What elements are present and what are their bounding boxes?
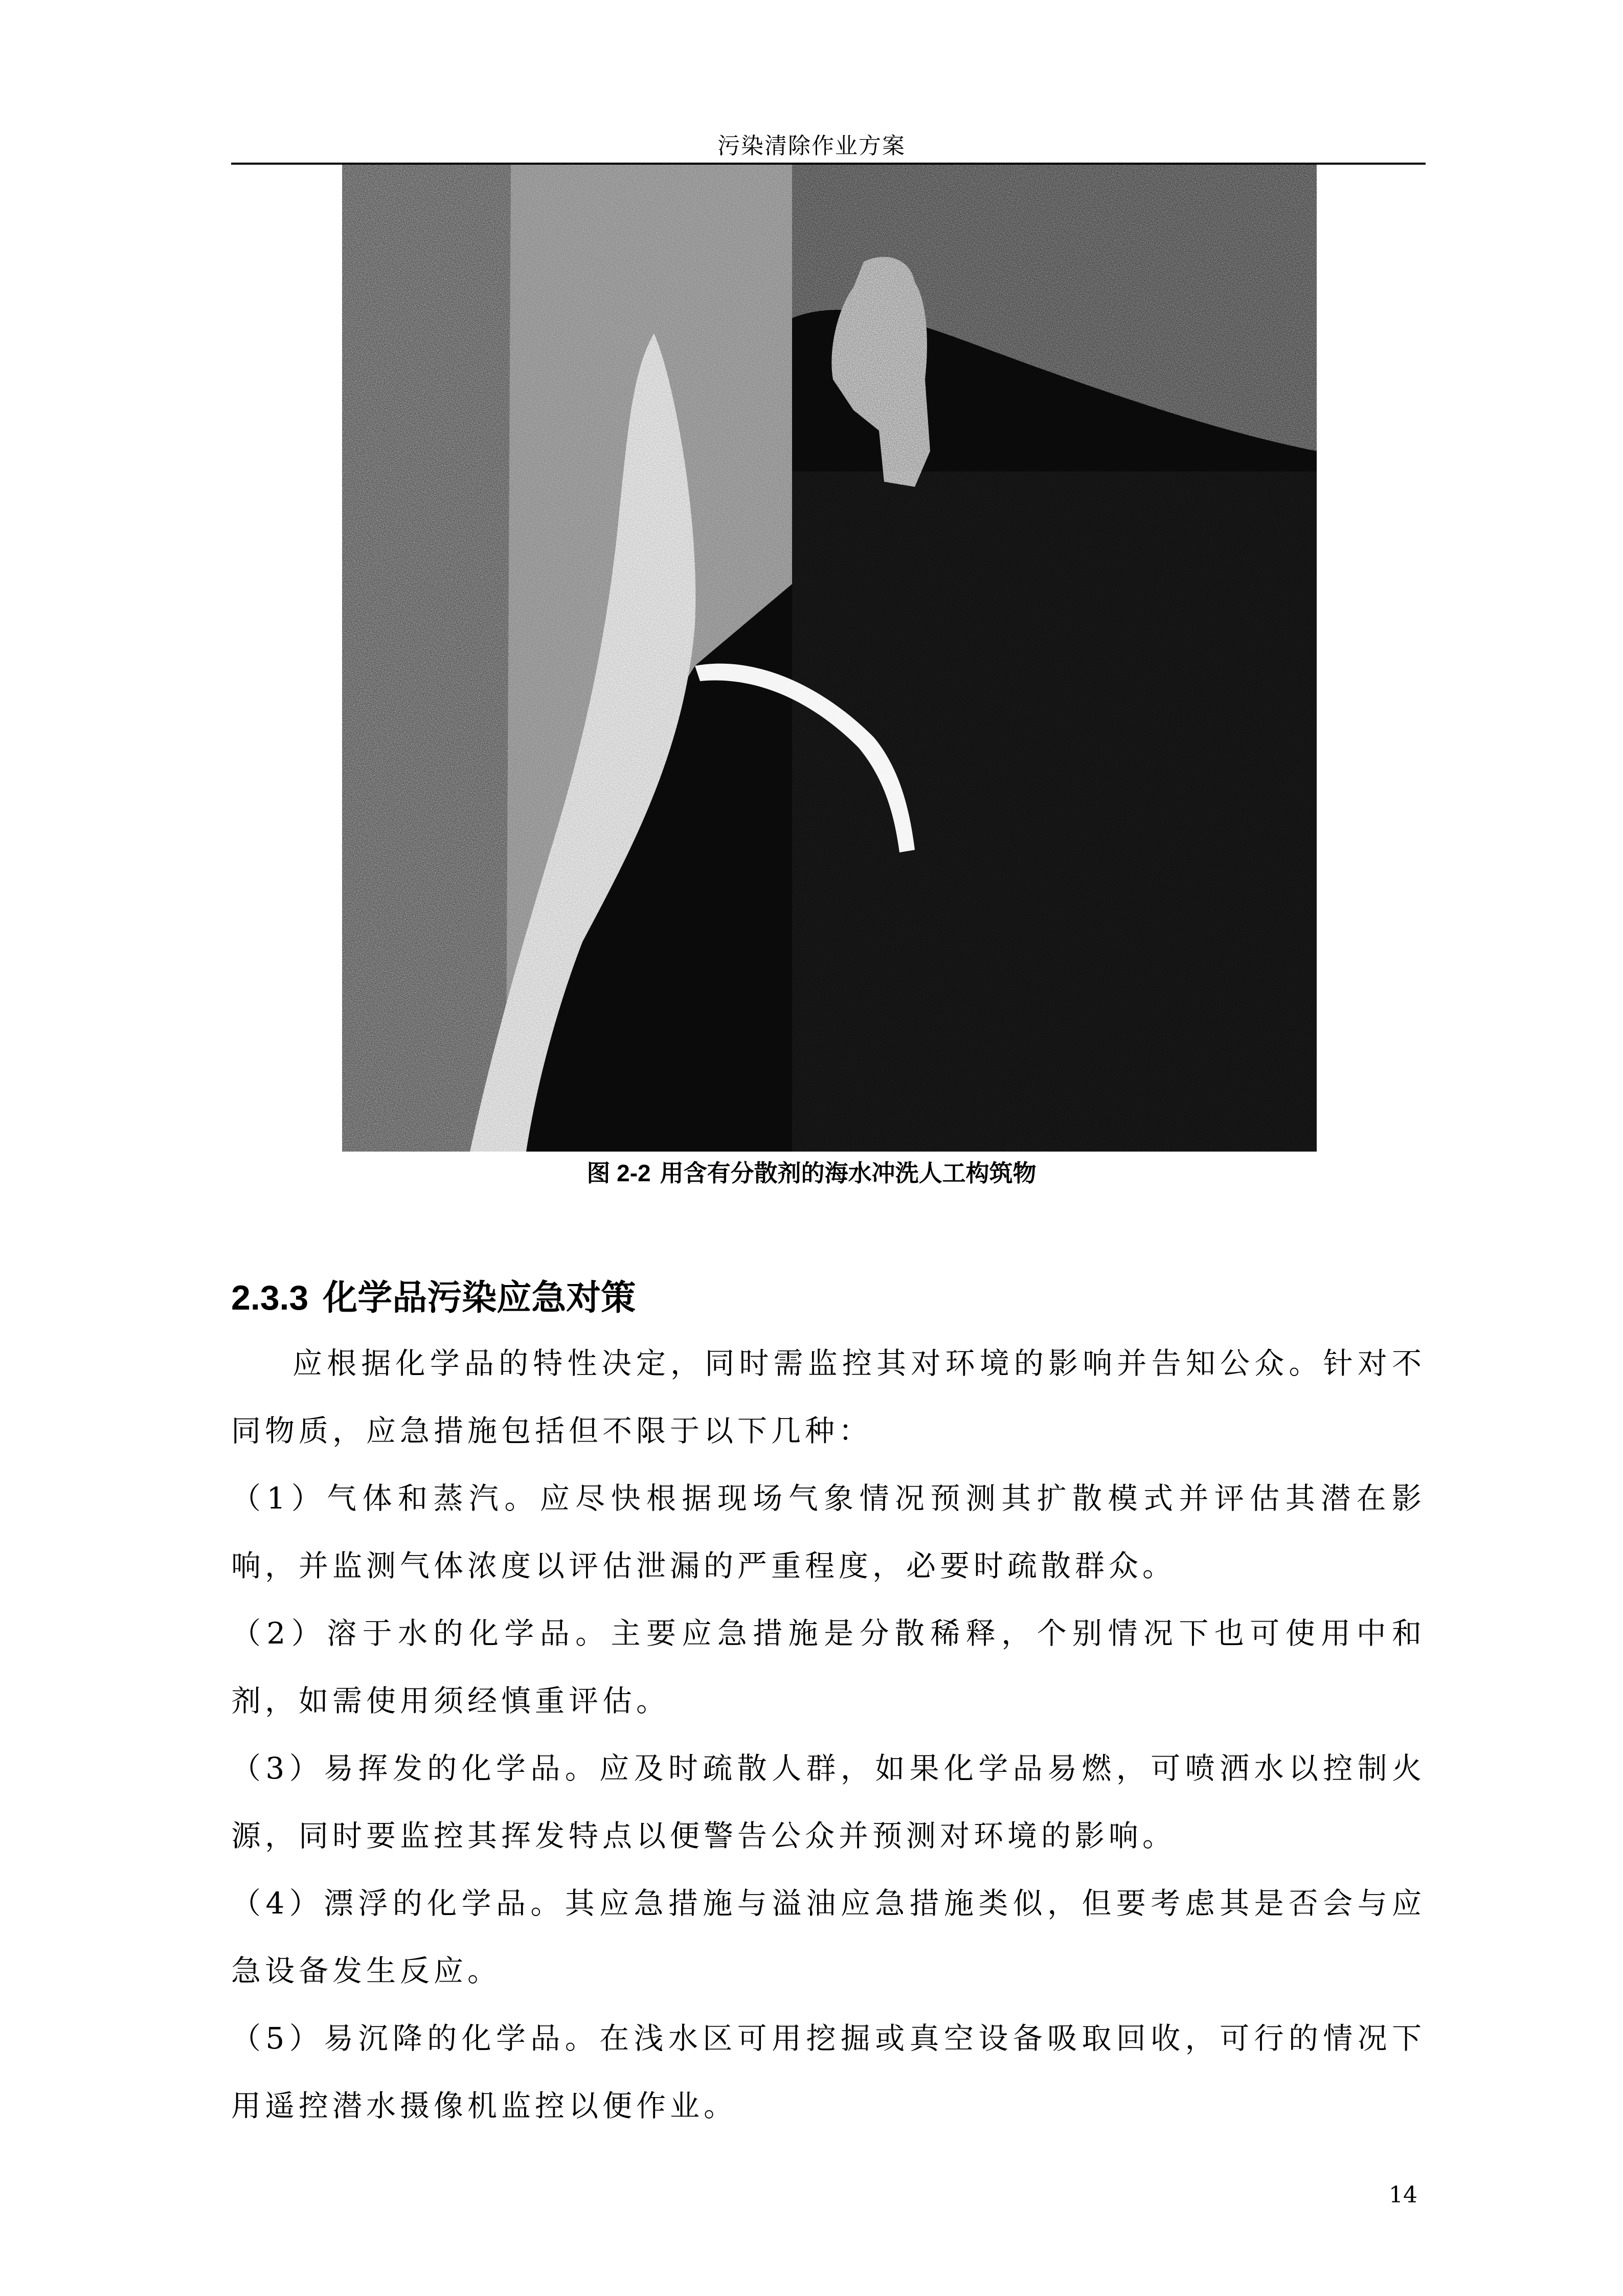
section-heading (231, 1273, 636, 1322)
paragraph-item-1: （1）气体和蒸汽。应尽快根据现场气象情况预测其扩散模式并评估其潜在影响，并监测气体浓度以评估泄漏的严重程度，必要时疏散群众。 (231, 1481, 1426, 1583)
photo-ground-texture (792, 471, 1317, 1152)
page-number: 14 (1389, 2182, 1417, 2208)
paragraph-item-4: （4）漂浮的化学品。其应急措施与溢油应急措施类似，但要考虑其是否会与应急设备发生反应。 (231, 1886, 1426, 1988)
figure-caption (0, 1158, 1623, 1188)
running-header: 污染清除作业方案 (717, 133, 906, 159)
paragraph-item-2: （2）溶于水的化学品。主要应急措施是分散稀释，个别情况下也可使用中和剂，如需使用须经慎重评估。 (231, 1616, 1426, 1718)
paragraph-item-5: （5）易沉降的化学品。在浅水区可用挖掘或真空设备吸取回收，可行的情况下用遥控潜水摄像机监控以便作业。 (231, 2021, 1426, 2123)
body-text (231, 1330, 1426, 2140)
photo-wall-shadow (342, 165, 511, 1152)
paragraph-item-3: （3）易挥发的化学品。应及时疏散人群，如果化学品易燃，可喷洒水以控制火源，同时要监控其挥发特点以便警告公众并预测对环境的影响。 (231, 1751, 1426, 1853)
figure-number: 图 2-2 (587, 1160, 651, 1186)
figure-photo-drawing (342, 165, 1317, 1152)
figure-caption-text: 用含有分散剂的海水冲洗人工构筑物 (660, 1159, 1036, 1187)
paragraph-intro: 应根据化学品的特性决定，同时需监控其对环境的影响并告知公众。针对不同物质，应急措施包括但不限于以下几种： (231, 1346, 1426, 1448)
section-number: 2.3.3 (231, 1278, 309, 1317)
figure-photo (342, 165, 1317, 1152)
section-title: 化学品污染应急对策 (323, 1277, 636, 1318)
